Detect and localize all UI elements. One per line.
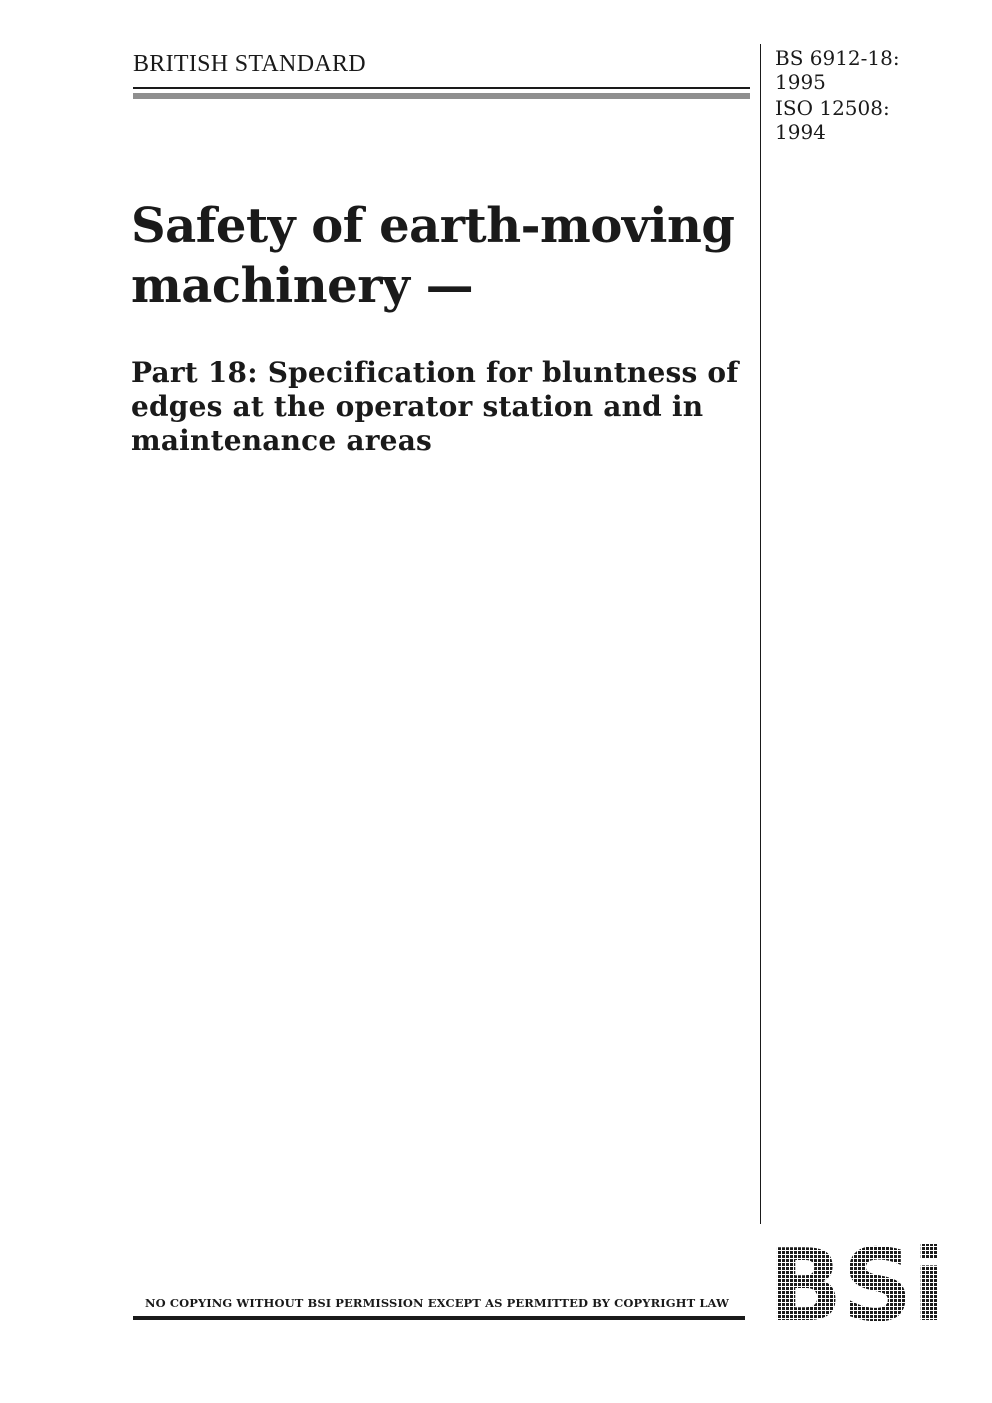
iso-year: 1994 [775, 120, 826, 144]
bsi-logo [770, 1243, 945, 1321]
header-rule-thick [133, 93, 750, 99]
margin-vertical-rule [760, 44, 761, 1224]
iso-number: ISO 12508: [775, 96, 890, 120]
copyright-notice: NO COPYING WITHOUT BSI PERMISSION EXCEPT AS PERMITTED BY COPYRIGHT LAW [145, 1296, 730, 1310]
bs-number: BS 6912-18: [775, 46, 900, 70]
standard-identifiers [775, 46, 900, 144]
standard-type-label: BRITISH STANDARD [133, 51, 366, 77]
subtitle-line: edges at the operator station and in [131, 390, 704, 423]
document-title [131, 196, 751, 316]
title-line: machinery — [131, 258, 474, 314]
document-subtitle [131, 356, 751, 458]
bs-year: 1995 [775, 70, 826, 94]
footer-rule [133, 1316, 745, 1320]
header-rule-thin [133, 87, 750, 89]
subtitle-line: maintenance areas [131, 424, 432, 457]
subtitle-line: Part 18: Specification for bluntness of [131, 356, 739, 389]
title-line: Safety of earth-moving [131, 198, 735, 254]
